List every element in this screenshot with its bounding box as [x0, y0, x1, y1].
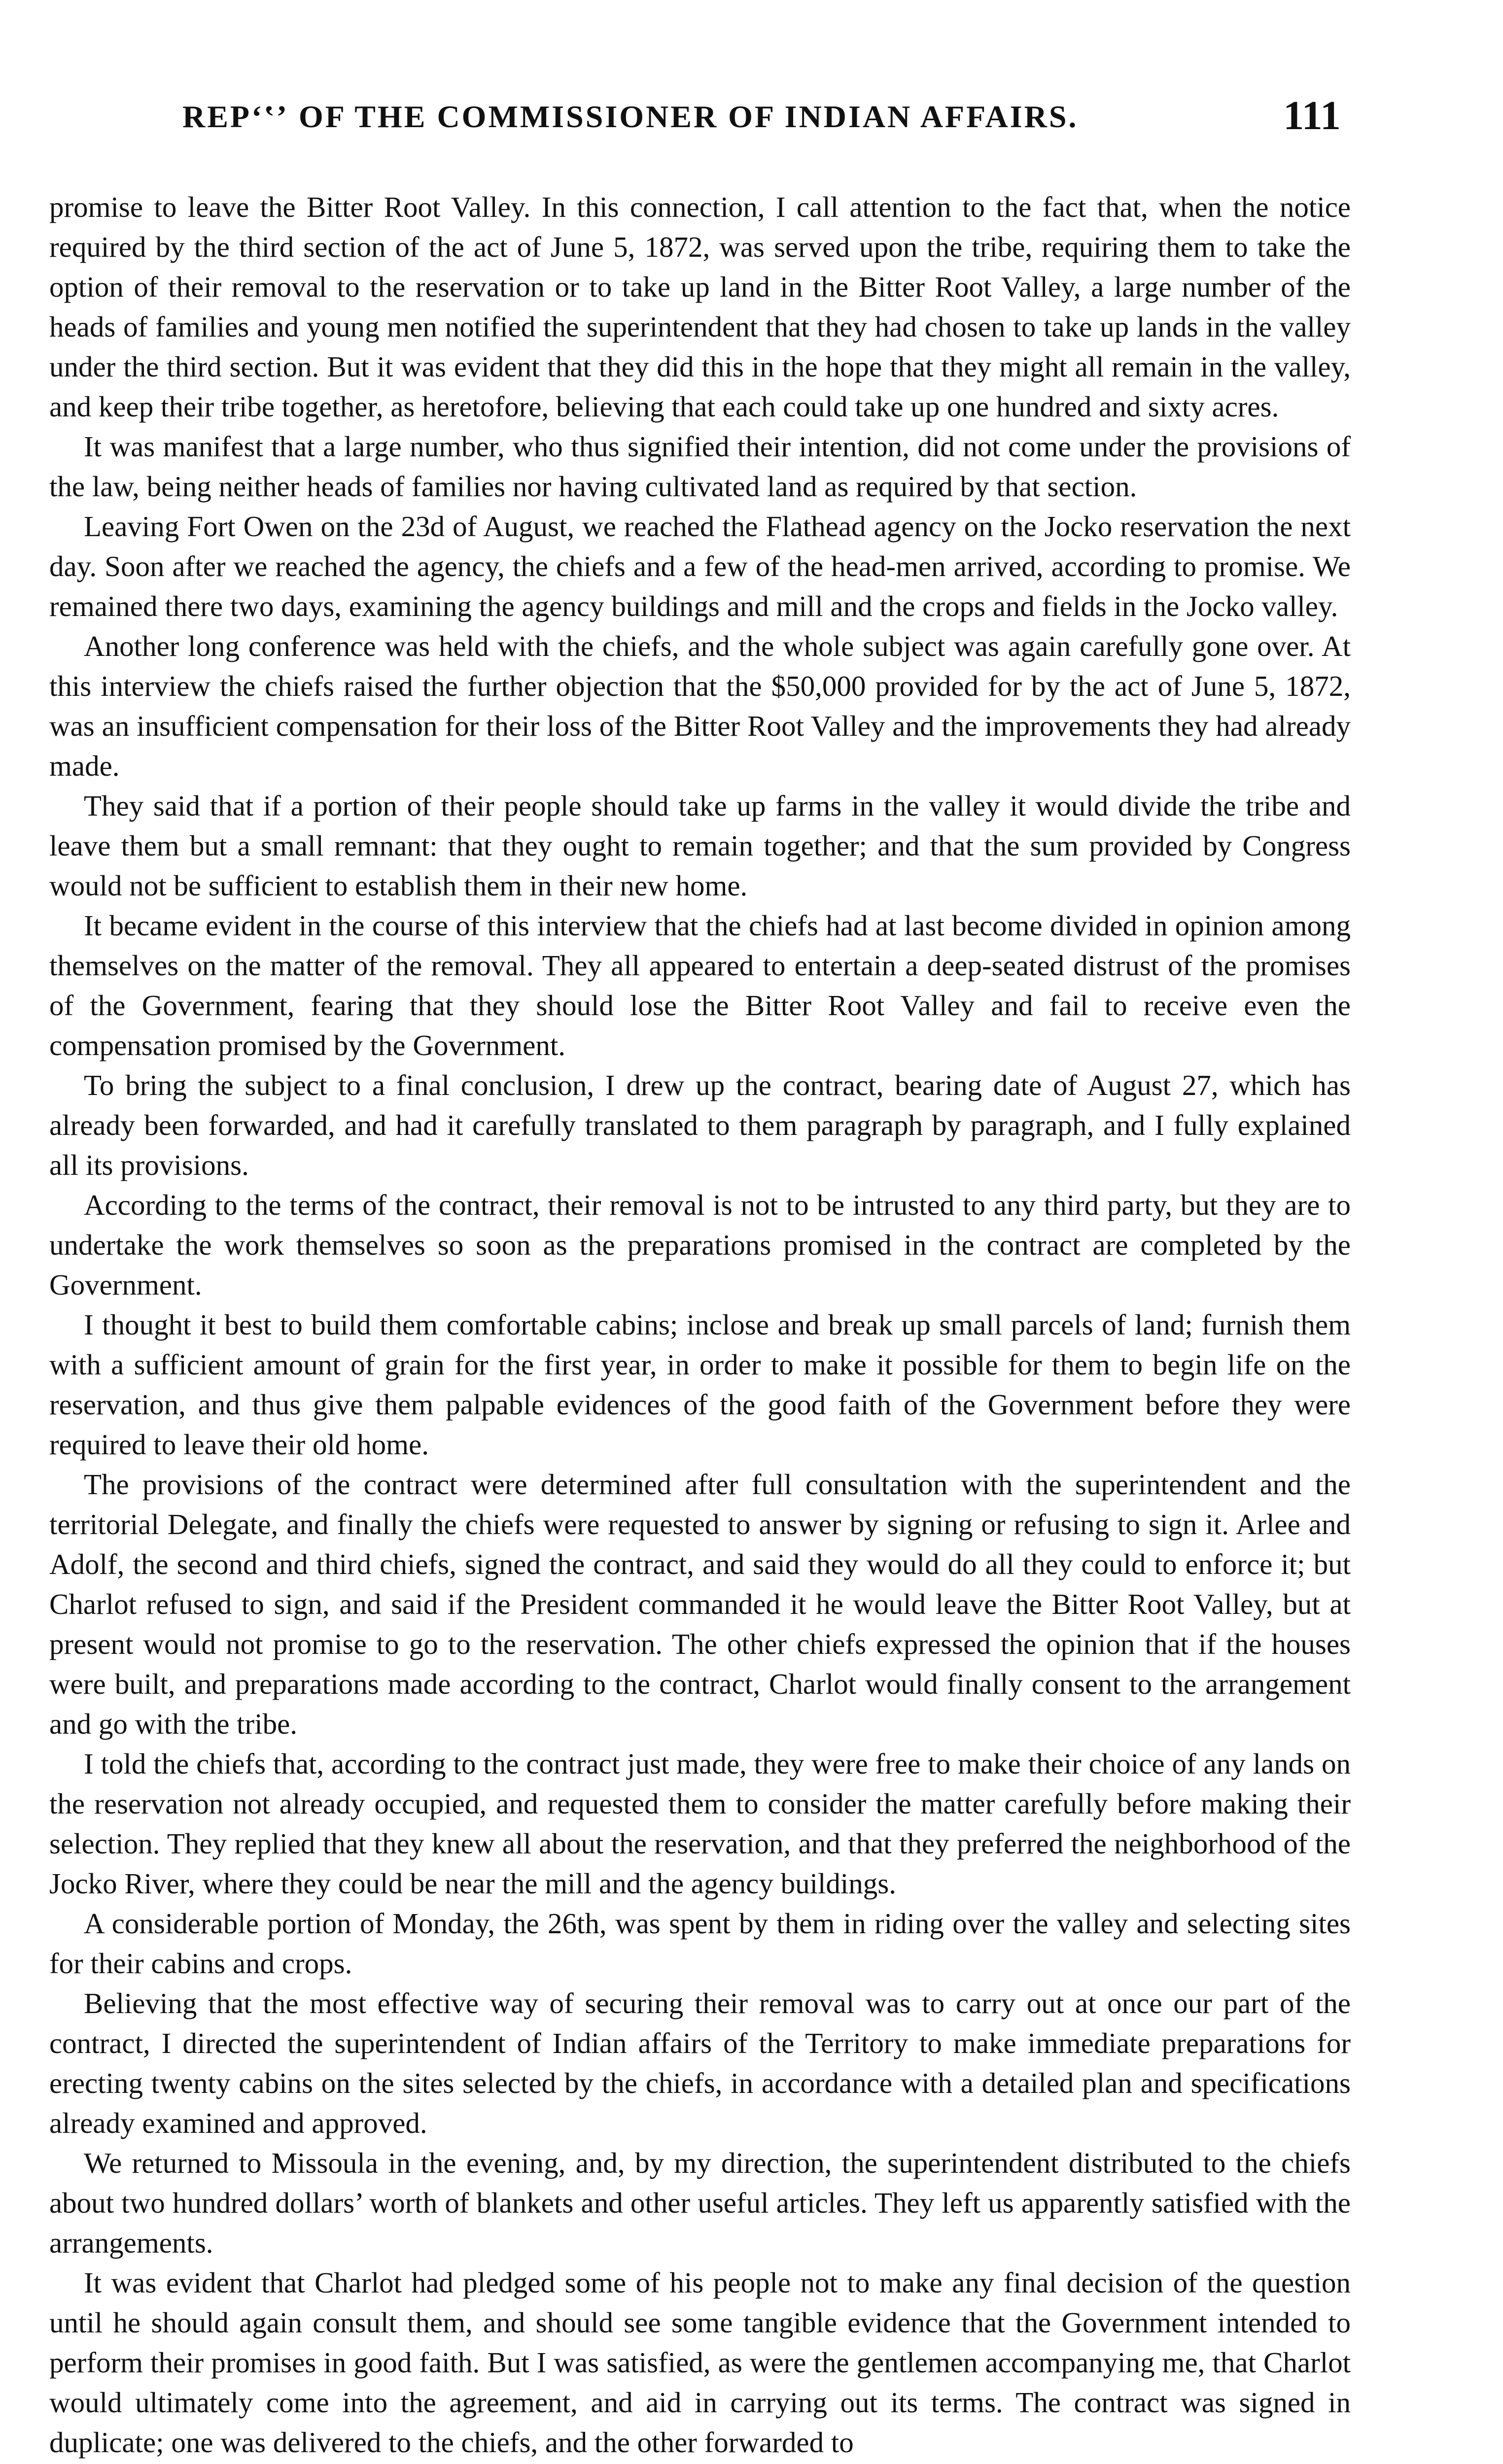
page-number: 111	[1283, 93, 1341, 138]
paragraph: I told the chiefs that, according to the contract just made, they were free to make their choice of any lands on the reservation not already occupied, and requested them to consider the matter carefully before making their selection. They replied that they knew all about the reservation, and that they preferred the neighborhood of the Jocko River, where they could be near the mill and the agency buildings.	[49, 1747, 1351, 1900]
paragraph: We returned to Missoula in the evening, and, by my direction, the superintendent distributed to the chiefs about two hundred dollars’ worth of blankets and other useful articles. They left us apparently satisfied with the arrangements.	[49, 2147, 1351, 2259]
paragraph: Another long conference was held with the chiefs, and the whole subject was again carefully gone over. At this interview the chiefs raised the further objection that the $50,000 provided for by the act of June 5, 1872, was an insufficient compensation for their loss of the Bitter Root Valley and the improvements they had already made.	[49, 630, 1351, 782]
paragraph: They said that if a portion of their people should take up farms in the valley it would divide the tribe and leave them but a small remnant: that they ought to remain together; and that the sum provided by Congress would not be sufficient to establish them in their new home.	[49, 789, 1351, 902]
paragraph: Believing that the most effective way of securing their removal was to carry out at once our part of the contract, I directed the superintendent of Indian affairs of the Territory to make immediate preparations for erecting twenty cabins on the sites selected by the chiefs, in accordance with a detailed plan and specifications already examined and approved.	[49, 1987, 1351, 2139]
paragraph: A considerable portion of Monday, the 26th, was spent by them in riding over the valley and selecting sites for their cabins and crops.	[49, 1907, 1351, 1980]
running-header-title: REPʻʽʼ OF THE COMMISSIONER OF INDIAN AFFAIRS.	[182, 99, 1079, 134]
body-text	[49, 187, 1351, 2463]
paragraph: promise to leave the Bitter Root Valley. In this connection, I call attention to the fact that, when the notice required by the third section of the act of June 5, 1872, was served upon the tribe, requiring them to take the option of their removal to the reservation or to take up land in the Bitter Root Valley, a large number of the heads of families and young men notified the superintendent that they had chosen to take up lands in the valley under the third section. But it was evident that they did this in the hope that they might all remain in the valley, and keep their tribe together, as heretofore, believing that each could take up one hundred and sixty acres.	[49, 191, 1351, 423]
paragraph: To bring the subject to a final conclusion, I drew up the contract, bearing date of August 27, which has already been forwarded, and had it carefully translated to them paragraph by paragraph, and I fully explained all its provisions.	[49, 1069, 1351, 1181]
paragraph: It was evident that Charlot had pledged some of his people not to make any final decision of the question until he should again consult them, and should see some tangible evidence that the Government intended to perform their promises in good faith. But I was satisfied, as were the gentlemen accompanying me, that Charlot would ultimately come into the agreement, and aid in carrying out its terms. The contract was signed in duplicate; one was delivered to the chiefs, and the other forwarded to	[49, 2266, 1351, 2459]
paragraph: The provisions of the contract were determined after full consultation with the superintendent and the territorial Delegate, and finally the chiefs were requested to answer by signing or refusing to sign it. Arlee and Adolf, the second and third chiefs, signed the contract, and said they would do all they could to enforce it; but Charlot refused to sign, and said if the President commanded it he would leave the Bitter Root Valley, but at present would not promise to go to the reservation. The other chiefs expressed the opinion that if the houses were built, and preparations made according to the contract, Charlot would finally consent to the arrangement and go with the tribe.	[49, 1468, 1351, 1740]
paragraph: I thought it best to build them comfortable cabins; inclose and break up small parcels of land; furnish them with a sufficient amount of grain for the first year, in order to make it possible for them to begin life on the reservation, and thus give them palpable evidences of the good faith of the Government before they were required to leave their old home.	[49, 1308, 1351, 1461]
running-header	[143, 93, 1341, 143]
paragraph: It became evident in the course of this interview that the chiefs had at last become divided in opinion among themselves on the matter of the removal. They all appeared to entertain a deep-seated distrust of the promises of the Government, fearing that they should lose the Bitter Root Valley and fail to receive even the compensation promised by the Government.	[49, 909, 1351, 1061]
paragraph: It was manifest that a large number, who thus signified their intention, did not come under the provisions of the law, being neither heads of families nor having cultivated land as required by that section.	[49, 430, 1351, 503]
paragraph: Leaving Fort Owen on the 23d of August, we reached the Flathead agency on the Jocko reservation the next day. Soon after we reached the agency, the chiefs and a few of the head-men arrived, according to promise. We remained there two days, examining the agency buildings and mill and the crops and fields in the Jocko valley.	[49, 510, 1351, 622]
paragraph: According to the terms of the contract, their removal is not to be intrusted to any third party, but they are to undertake the work themselves so soon as the preparations promised in the contract are completed by the Government.	[49, 1189, 1351, 1301]
